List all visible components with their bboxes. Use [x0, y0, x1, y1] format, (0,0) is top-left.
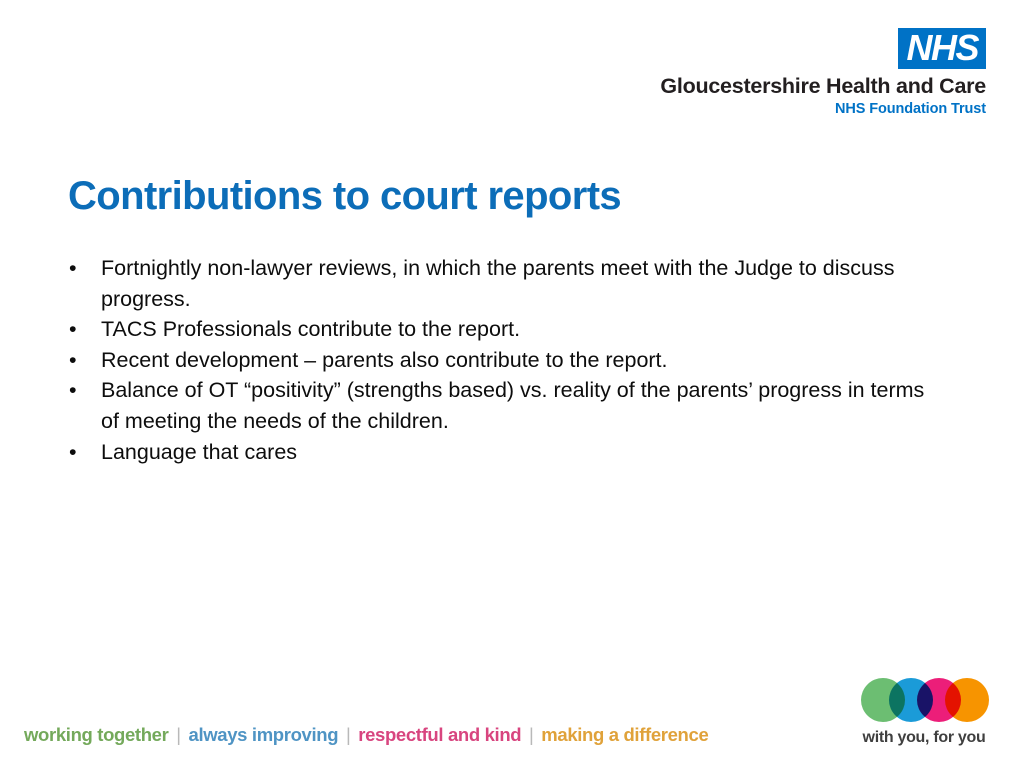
bullet-marker-icon: •	[69, 347, 77, 372]
bullet-marker-icon: •	[69, 256, 77, 280]
trust-subtitle: NHS Foundation Trust	[834, 100, 986, 117]
list-item	[64, 314, 929, 345]
bullet-list	[64, 253, 929, 467]
strapline-separator: |	[345, 724, 351, 745]
logo-caption: with you, for you	[862, 729, 986, 746]
list-item-text: Recent development – parents also contribute to the report.	[101, 347, 668, 372]
page-title: Contributions to court reports	[68, 174, 622, 218]
strapline-separator: |	[529, 724, 534, 745]
values-strapline	[24, 724, 708, 746]
list-item	[64, 437, 929, 468]
strapline-separator: |	[176, 724, 181, 745]
list-item-text: TACS Professionals contribute to the report.	[101, 317, 521, 342]
list-item-text: Balance of OT “positivity” (strengths based) vs. reality of the parents’ progress in terms of meeting the needs of the children.	[101, 378, 925, 433]
value-always-improving: always improving	[188, 724, 339, 745]
circle-orange-icon	[945, 678, 989, 722]
list-item-text: Language that cares	[101, 439, 298, 464]
bullet-marker-icon: •	[69, 317, 77, 342]
value-respectful-and-kind: respectful and kind	[358, 724, 522, 745]
list-item-text: Fortnightly non-lawyer reviews, in which the parents meet with the Judge to discuss progress.	[101, 256, 895, 311]
nhs-trust-logo	[660, 28, 986, 116]
value-working-together: working together	[24, 724, 169, 745]
bullet-marker-icon: •	[69, 439, 77, 464]
nhs-logo-mark: NHS	[898, 28, 986, 69]
value-making-a-difference: making a difference	[541, 724, 709, 745]
bullet-marker-icon: •	[69, 378, 77, 403]
list-item	[64, 253, 929, 314]
list-item	[64, 375, 929, 436]
trust-name: Gloucestershire Health and Care	[660, 74, 986, 99]
with-you-for-you-logo	[858, 678, 990, 747]
overlapping-circles-icon	[861, 678, 988, 722]
list-item	[64, 345, 929, 376]
